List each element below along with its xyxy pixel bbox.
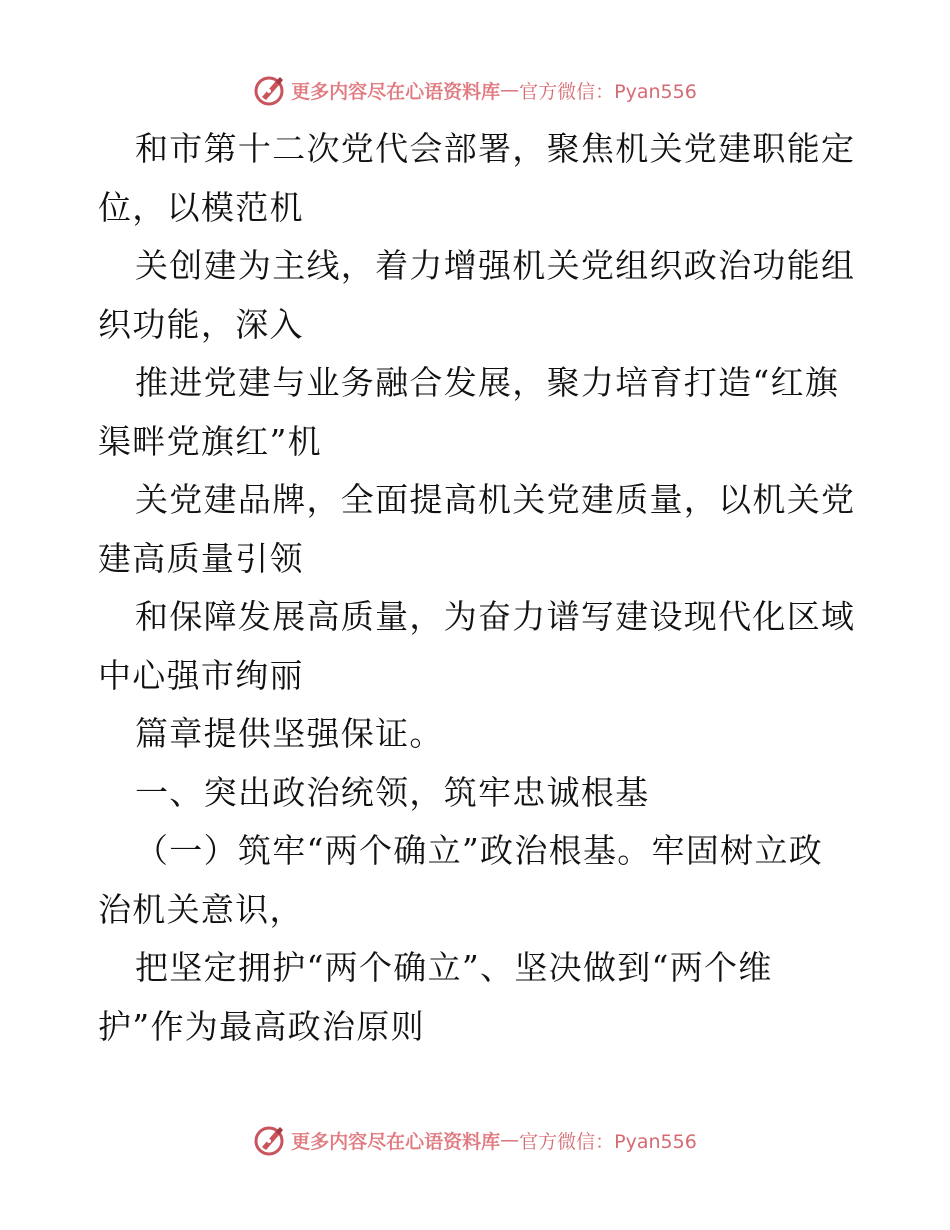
watermark-wechat: 官方微信：Pyan556 bbox=[519, 80, 697, 103]
text-line-1: 和市第十二次党代会部署，聚焦机关党建职能定 bbox=[135, 129, 856, 168]
text-line-14: 治机关意识， bbox=[98, 889, 304, 929]
text-line-5: 推进党建与业务融合发展，聚力培育打造“红旗 bbox=[135, 363, 840, 402]
text-line-9: 和保障发展高质量，为奋力谱写建设现代化区域 bbox=[135, 597, 856, 636]
watermark-dash: — bbox=[500, 1129, 520, 1151]
watermark-wechat: 官方微信：Pyan556 bbox=[519, 1130, 697, 1153]
text-line-15: 把坚定拥护“两个确立”、坚决做到“两个维 bbox=[135, 948, 773, 987]
header-watermark bbox=[0, 70, 950, 110]
text-line-7: 关党建品牌，全面提高机关党建质量，以机关党 bbox=[135, 480, 856, 519]
watermark-dash: — bbox=[500, 79, 520, 101]
document-body bbox=[98, 120, 858, 1056]
text-line-2: 位，以模范机 bbox=[98, 187, 304, 227]
text-line-4: 织功能，深入 bbox=[98, 304, 304, 344]
pen-logo-icon bbox=[253, 1123, 287, 1157]
text-line-10: 中心强市绚丽 bbox=[98, 655, 304, 695]
text-line-16: 护”作为最高政治原则 bbox=[98, 1006, 425, 1046]
text-line-11: 篇章提供坚强保证。 bbox=[135, 714, 444, 753]
footer-watermark bbox=[0, 1120, 950, 1160]
watermark-title: 更多内容尽在心语资料库 bbox=[291, 1130, 501, 1153]
watermark-title: 更多内容尽在心语资料库 bbox=[291, 80, 501, 103]
text-line-6: 渠畔党旗红”机 bbox=[98, 421, 322, 461]
text-line-3: 关创建为主线，着力增强机关党组织政治功能组 bbox=[135, 246, 856, 285]
section-heading: 一、突出政治统领，筑牢忠诚根基 bbox=[135, 772, 650, 812]
pen-logo-icon bbox=[253, 73, 287, 107]
text-line-8: 建高质量引领 bbox=[98, 538, 304, 578]
text-line-13: （一）筑牢“两个确立”政治根基。牢固树立政 bbox=[135, 831, 824, 870]
